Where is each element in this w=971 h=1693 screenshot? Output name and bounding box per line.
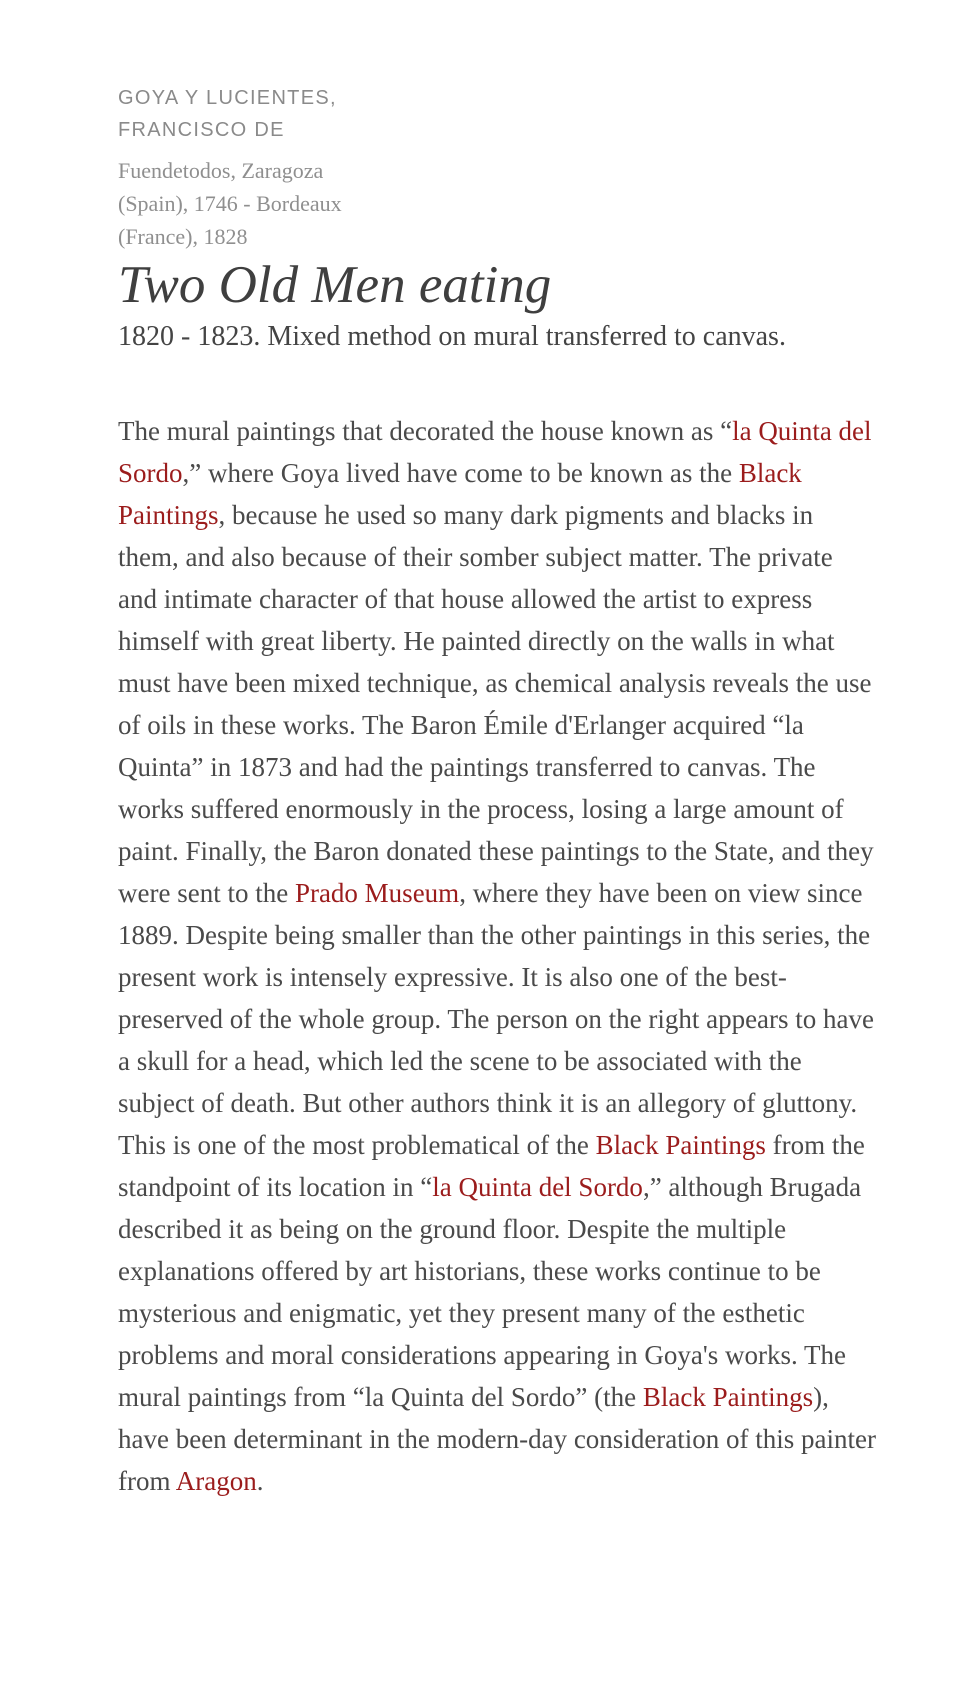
description-text: ,” although Brugada described it as being on the ground floor. Despite the multiple explanations offered by art historians, these works continue to be mysterious and enigmatic, yet they present many of the esthetic problems and moral considerations appearing in Goya's works. The mural paintings from “la Quinta del Sordo” (the xyxy=(118,1172,862,1412)
artist-bio: Fuendetodos, Zaragoza (Spain), 1746 - Bordeaux (France), 1828 xyxy=(118,158,342,249)
description-text: . xyxy=(256,1466,264,1496)
description-text: , because he used so many dark pigments and blacks in them, and also because of their somber subject matter. The private and intimate character of that house allowed the artist to express himself with great liberty. He painted directly on the walls in what must have been mixed technique, as chemical analysis reveals the use of oils in these works. The Baron Émile d'Erlanger acquired “la Quinta” in 1873 and had the paintings transferred to canvas. The works suffered enormously in the process, losing a large amount of paint. Finally, the Baron donated these paintings to the State, and they were sent to the xyxy=(118,500,874,908)
artwork-meta: 1820 - 1823. Mixed method on mural transferred to canvas. xyxy=(118,321,786,352)
description-text: from the standpoint of its location in “ xyxy=(118,1130,865,1202)
artwork-title: Two Old Men eating xyxy=(118,256,552,314)
description-text: ,” where Goya lived have come to be known as the xyxy=(182,458,739,488)
description-text: , where they have been on view since 1889. Despite being smaller than the other paintings in this series, the present work is intensely expressive. It is also one of the best-preserved of the whole group. The person on the right appears to have a skull for a head, which led the scene to be associated with the subject of death. But other authors think it is an allegory of gluttony. This is one of the most problematical of the xyxy=(118,878,875,1160)
link-prado-museum[interactable]: Prado Museum xyxy=(294,878,460,908)
link-black-paintings[interactable]: Black Paintings xyxy=(118,458,802,530)
artwork-detail xyxy=(118,82,878,1502)
link-black-paintings[interactable]: Black Paintings xyxy=(642,1382,814,1412)
artwork-description xyxy=(118,410,878,1502)
link-black-paintings[interactable]: Black Paintings xyxy=(595,1130,766,1160)
artist-name: GOYA Y LUCIENTES, FRANCISCO DE xyxy=(118,87,337,141)
link-la-quinta-del-sordo[interactable]: la Quinta del Sordo xyxy=(432,1172,643,1202)
link-la-quinta-del-sordo[interactable]: la Quinta del Sordo xyxy=(118,416,872,488)
description-text: ), have been determinant in the modern-day consideration of this painter from xyxy=(118,1382,876,1496)
description-text: The mural paintings that decorated the house known as “ xyxy=(118,416,733,446)
link-aragon[interactable]: Aragon xyxy=(175,1466,257,1496)
